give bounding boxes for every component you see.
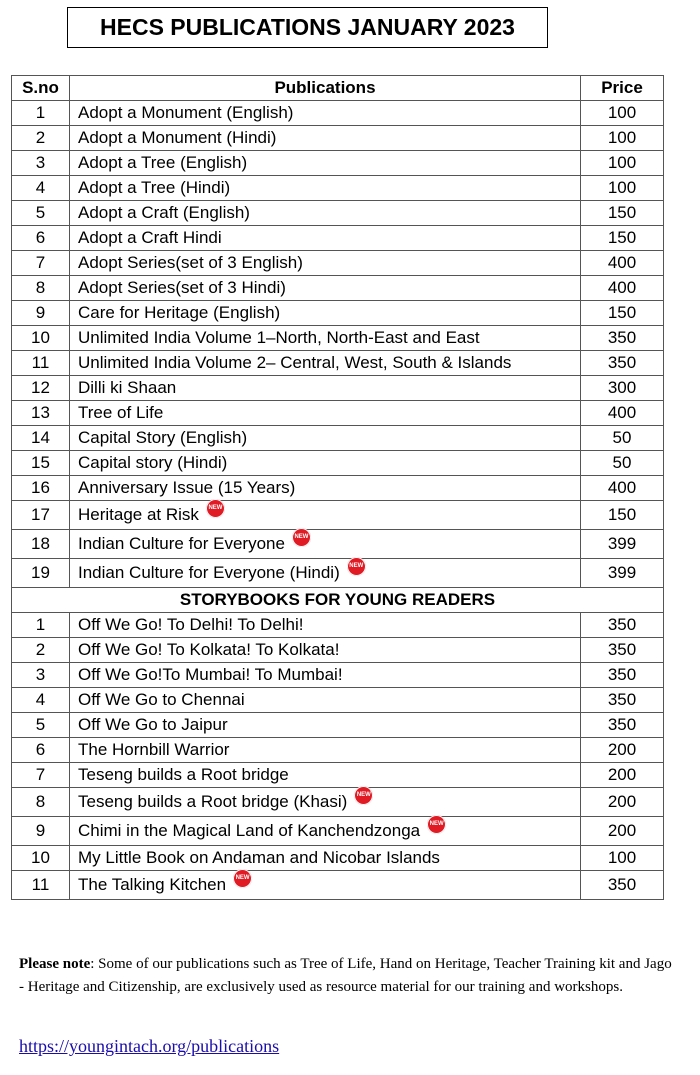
- row-title-cell: [70, 151, 581, 176]
- row-title-cell: [70, 688, 581, 713]
- row-title-cell: [70, 476, 581, 501]
- note-label: Please note: [19, 956, 91, 972]
- row-title-cell: [70, 559, 581, 588]
- row-title-cell: [70, 101, 581, 126]
- row-title-cell: [70, 301, 581, 326]
- row-price: 100: [581, 176, 664, 201]
- row-title-cell: [70, 738, 581, 763]
- table-header-row: [12, 76, 664, 101]
- row-title: The Hornbill Warrior: [78, 740, 230, 759]
- row-price: 350: [581, 613, 664, 638]
- row-sno: 8: [12, 276, 70, 301]
- row-price: 350: [581, 713, 664, 738]
- row-price: 350: [581, 688, 664, 713]
- row-title: Heritage at Risk: [78, 504, 199, 524]
- table-row: [12, 401, 664, 426]
- row-title-cell: [70, 817, 581, 846]
- row-title-cell: [70, 713, 581, 738]
- row-title: Unlimited India Volume 1–North, North-East and East: [78, 328, 480, 347]
- new-badge-icon: NEW: [206, 499, 225, 518]
- row-title: Adopt a Tree (Hindi): [78, 178, 231, 197]
- storybooks-body: [12, 613, 664, 900]
- table-row: [12, 501, 664, 530]
- row-title-cell: [70, 326, 581, 351]
- table-row: [12, 663, 664, 688]
- row-price: 399: [581, 530, 664, 559]
- row-sno: 7: [12, 251, 70, 276]
- table-row: [12, 201, 664, 226]
- table-row: [12, 226, 664, 251]
- row-title: Off We Go! To Delhi! To Delhi!: [78, 615, 304, 634]
- row-sno: 2: [12, 638, 70, 663]
- row-title-cell: [70, 276, 581, 301]
- row-price: 200: [581, 763, 664, 788]
- row-price: 200: [581, 788, 664, 817]
- row-title: Off We Go to Jaipur: [78, 715, 228, 734]
- row-title-cell: [70, 501, 581, 530]
- row-title: Indian Culture for Everyone (Hindi): [78, 562, 340, 582]
- table-row: [12, 326, 664, 351]
- table-row: [12, 871, 664, 900]
- row-sno: 1: [12, 101, 70, 126]
- row-sno: 1: [12, 613, 70, 638]
- table-row: [12, 376, 664, 401]
- row-price: 150: [581, 301, 664, 326]
- publications-body: [12, 101, 664, 588]
- row-title: Teseng builds a Root bridge: [78, 765, 289, 784]
- row-sno: 16: [12, 476, 70, 501]
- row-sno: 11: [12, 871, 70, 900]
- new-badge-icon: NEW: [354, 786, 373, 805]
- row-sno: 10: [12, 326, 70, 351]
- row-price: 400: [581, 251, 664, 276]
- table-row: [12, 301, 664, 326]
- row-title-cell: [70, 401, 581, 426]
- row-sno: 11: [12, 351, 70, 376]
- row-title: Dilli ki Shaan: [78, 378, 177, 397]
- row-sno: 3: [12, 663, 70, 688]
- row-sno: 8: [12, 788, 70, 817]
- table-row: [12, 251, 664, 276]
- row-title: Care for Heritage (English): [78, 303, 281, 322]
- row-title-cell: [70, 530, 581, 559]
- row-title: Tree of Life: [78, 403, 164, 422]
- row-sno: 2: [12, 126, 70, 151]
- page-title: HECS PUBLICATIONS JANUARY 2023: [67, 7, 548, 48]
- row-sno: 4: [12, 176, 70, 201]
- row-title: Anniversary Issue (15 Years): [78, 478, 296, 497]
- note-paragraph: [19, 953, 679, 999]
- row-price: 150: [581, 501, 664, 530]
- row-title: The Talking Kitchen: [78, 874, 227, 894]
- row-title: Indian Culture for Everyone: [78, 533, 285, 553]
- new-badge-icon: NEW: [347, 557, 366, 576]
- table-row: [12, 476, 664, 501]
- row-price: 350: [581, 326, 664, 351]
- table-row: [12, 638, 664, 663]
- row-title-cell: [70, 788, 581, 817]
- publications-table: [11, 75, 664, 900]
- row-price: 350: [581, 871, 664, 900]
- row-title: Capital Story (English): [78, 428, 248, 447]
- row-price: 350: [581, 638, 664, 663]
- row-title: Off We Go to Chennai: [78, 690, 245, 709]
- table-row: [12, 126, 664, 151]
- header-sno: S.no: [12, 76, 70, 101]
- section-row: [12, 588, 664, 613]
- row-sno: 14: [12, 426, 70, 451]
- table-row: [12, 559, 664, 588]
- new-badge-icon: NEW: [233, 869, 252, 888]
- row-sno: 9: [12, 817, 70, 846]
- row-title: Off We Go! To Kolkata! To Kolkata!: [78, 640, 340, 659]
- row-sno: 15: [12, 451, 70, 476]
- row-title: Off We Go!To Mumbai! To Mumbai!: [78, 665, 343, 684]
- table-row: [12, 846, 664, 871]
- row-title-cell: [70, 613, 581, 638]
- row-price: 200: [581, 817, 664, 846]
- row-sno: 17: [12, 501, 70, 530]
- row-sno: 13: [12, 401, 70, 426]
- row-title: Chimi in the Magical Land of Kanchendzonga: [78, 820, 421, 840]
- row-title-cell: [70, 763, 581, 788]
- row-title-cell: [70, 226, 581, 251]
- table-row: [12, 276, 664, 301]
- table-row: [12, 176, 664, 201]
- row-price: 50: [581, 426, 664, 451]
- row-title: Adopt Series(set of 3 Hindi): [78, 278, 286, 297]
- row-sno: 4: [12, 688, 70, 713]
- table-row: [12, 713, 664, 738]
- row-title-cell: [70, 251, 581, 276]
- row-price: 100: [581, 101, 664, 126]
- row-price: 400: [581, 476, 664, 501]
- table-row: [12, 101, 664, 126]
- row-price: 150: [581, 201, 664, 226]
- table-row: [12, 530, 664, 559]
- row-title: My Little Book on Andaman and Nicobar Islands: [78, 848, 440, 867]
- row-price: 350: [581, 351, 664, 376]
- row-title: Capital story (Hindi): [78, 453, 228, 472]
- note-text: : Some of our publications such as Tree of Life, Hand on Heritage, Teacher Training kit and Jago - Heritage and Citizenship, are exclusively used as resource material for our training and workshops.: [19, 956, 672, 995]
- row-price: 400: [581, 276, 664, 301]
- row-title-cell: [70, 846, 581, 871]
- row-sno: 7: [12, 763, 70, 788]
- row-title: Teseng builds a Root bridge (Khasi): [78, 791, 348, 811]
- table-row: [12, 451, 664, 476]
- row-title: Adopt a Craft (English): [78, 203, 250, 222]
- row-price: 350: [581, 663, 664, 688]
- row-title-cell: [70, 376, 581, 401]
- row-title: Unlimited India Volume 2– Central, West, South & Islands: [78, 353, 512, 372]
- row-title: Adopt a Tree (English): [78, 153, 248, 172]
- row-title-cell: [70, 351, 581, 376]
- row-sno: 10: [12, 846, 70, 871]
- row-title: Adopt Series(set of 3 English): [78, 253, 303, 272]
- section-title: STORYBOOKS FOR YOUNG READERS: [12, 588, 664, 613]
- publications-link[interactable]: https://youngintach.org/publications: [19, 1036, 280, 1056]
- header-publications: Publications: [70, 76, 581, 101]
- row-sno: 19: [12, 559, 70, 588]
- row-sno: 5: [12, 201, 70, 226]
- row-title-cell: [70, 871, 581, 900]
- row-price: 100: [581, 126, 664, 151]
- table-row: [12, 151, 664, 176]
- row-sno: 12: [12, 376, 70, 401]
- row-sno: 3: [12, 151, 70, 176]
- row-price: 100: [581, 846, 664, 871]
- row-price: 399: [581, 559, 664, 588]
- row-sno: 6: [12, 226, 70, 251]
- new-badge-icon: NEW: [427, 815, 446, 834]
- row-title-cell: [70, 126, 581, 151]
- row-sno: 9: [12, 301, 70, 326]
- row-price: 300: [581, 376, 664, 401]
- table-row: [12, 738, 664, 763]
- row-sno: 5: [12, 713, 70, 738]
- row-title: Adopt a Monument (Hindi): [78, 128, 277, 147]
- row-title: Adopt a Monument (English): [78, 103, 294, 122]
- row-title-cell: [70, 176, 581, 201]
- row-title-cell: [70, 201, 581, 226]
- new-badge-icon: NEW: [292, 528, 311, 547]
- row-title-cell: [70, 638, 581, 663]
- table-row: [12, 788, 664, 817]
- table-row: [12, 613, 664, 638]
- row-title-cell: [70, 451, 581, 476]
- row-title: Adopt a Craft Hindi: [78, 228, 222, 247]
- row-title-cell: [70, 663, 581, 688]
- header-price: Price: [581, 76, 664, 101]
- row-price: 200: [581, 738, 664, 763]
- table-row: [12, 688, 664, 713]
- table-row: [12, 763, 664, 788]
- row-price: 400: [581, 401, 664, 426]
- row-price: 50: [581, 451, 664, 476]
- row-title-cell: [70, 426, 581, 451]
- table-row: [12, 426, 664, 451]
- row-price: 150: [581, 226, 664, 251]
- table-row: [12, 817, 664, 846]
- table-row: [12, 351, 664, 376]
- row-sno: 6: [12, 738, 70, 763]
- row-sno: 18: [12, 530, 70, 559]
- row-price: 100: [581, 151, 664, 176]
